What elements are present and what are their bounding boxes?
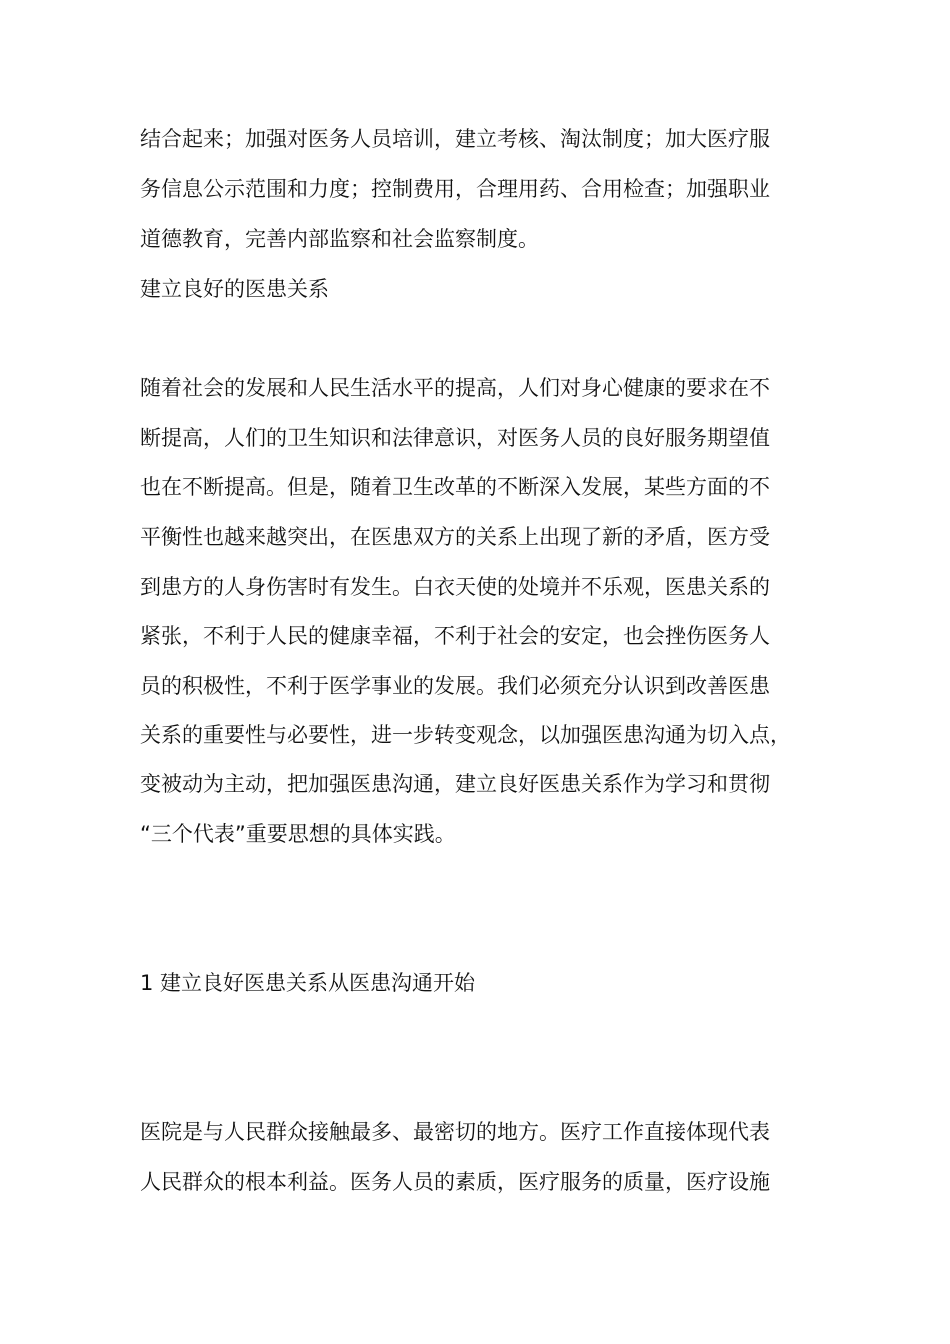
paragraph-line: 关系的重要性与必要性，进一步转变观念，以加强医患沟通为切入点， xyxy=(140,723,791,747)
paragraph-line: 随着社会的发展和人民生活水平的提高，人们对身心健康的要求在不 xyxy=(140,376,770,400)
paragraph-line: 道德教育，完善内部监察和社会监察制度。 xyxy=(140,227,539,251)
paragraph-line: 断提高，人们的卫生知识和法律意识，对医务人员的良好服务期望值 xyxy=(140,426,770,450)
paragraph-line: 也在不断提高。但是，随着卫生改革的不断深入发展，某些方面的不 xyxy=(140,475,770,499)
paragraph-line: 平衡性也越来越突出，在医患双方的关系上出现了新的矛盾，医方受 xyxy=(140,525,770,549)
section-heading: 1 建立良好医患关系从医患沟通开始 xyxy=(140,971,476,995)
paragraph-line: 到患方的人身伤害时有发生。白衣天使的处境并不乐观，医患关系的 xyxy=(140,575,770,599)
paragraph-line: 变被动为主动，把加强医患沟通，建立良好医患关系作为学习和贯彻 xyxy=(140,772,770,796)
paragraph-line: 紧张，不利于人民的健康幸福，不利于社会的安定，也会挫伤医务人 xyxy=(140,624,770,648)
paragraph-line: 人民群众的根本利益。医务人员的素质，医疗服务的质量，医疗设施 xyxy=(140,1170,770,1194)
paragraph-line: 务信息公示范围和力度；控制费用，合理用药、合用检查；加强职业 xyxy=(140,177,770,201)
paragraph-line: 医院是与人民群众接触最多、最密切的地方。医疗工作直接体现代表 xyxy=(140,1120,770,1144)
paragraph-line: “三个代表”重要思想的具体实践。 xyxy=(140,822,456,846)
paragraph-line: 员的积极性，不利于医学事业的发展。我们必须充分认识到改善医患 xyxy=(140,674,770,698)
section-heading: 建立良好的医患关系 xyxy=(140,277,329,301)
paragraph-line: 结合起来；加强对医务人员培训，建立考核、淘汰制度；加大医疗服 xyxy=(140,127,770,151)
